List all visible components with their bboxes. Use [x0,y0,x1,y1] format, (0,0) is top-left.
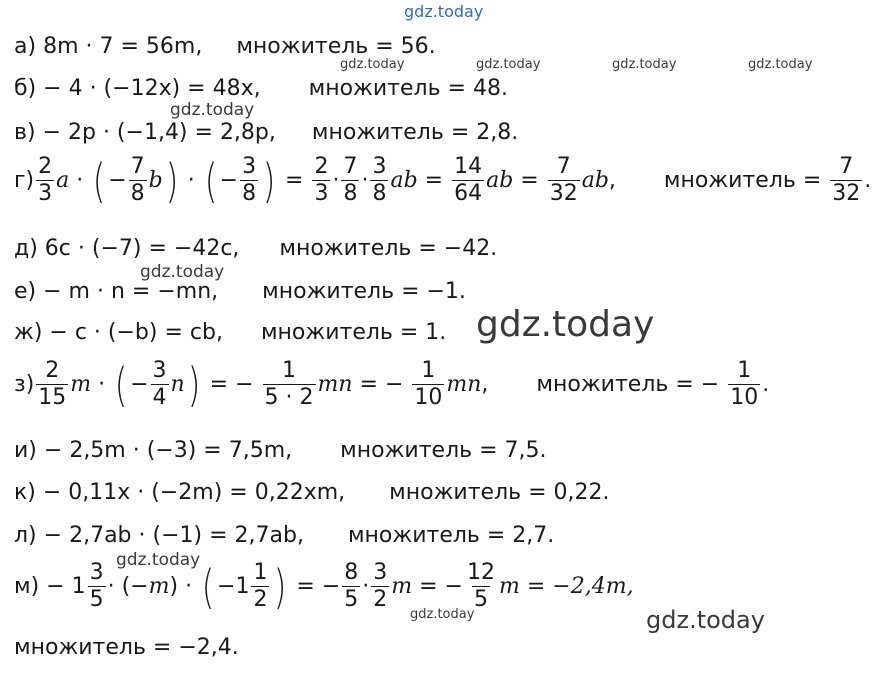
watermark: gdz.today [116,550,201,570]
fraction: $\frac{3}{8}$ [242,154,257,206]
factor-result: множитель = [663,168,822,193]
watermark-large: gdz.today [476,304,655,345]
fraction: $\frac{1}{5 \cdot 2}$ [264,358,314,410]
item-label: к) [14,480,36,505]
line-e [14,277,884,307]
line-z: з) $\frac{2}{15}$ m · ( − $\frac{3}{4}$ n ) = − $\frac{1}{5 \cdot 2}$ mn = − $\frac{1}{10}$ mn , множитель = − $\frac{1}{10}$ . [14,357,770,412]
line-i [14,436,884,466]
item-label: з) [14,372,35,397]
factor-result: множитель = − [536,372,720,397]
item-label: г) [14,168,35,193]
variable: b [148,168,163,193]
fraction: $\frac{7}{8}$ [343,154,358,206]
item-label: и) [14,438,37,463]
item-label: в) [14,120,36,145]
expression: 6c · (−7) = −42c, [44,236,240,261]
factor-result: множитель = 2,8. [311,120,519,145]
fraction: $\frac{2}{15}$ [38,358,67,410]
line-m: м) − 1 $\frac{3}{5}$ · (− m ) · ( − 1 $\frac{1}{2}$ ) = − $\frac{8}{5}$ · $\frac{3}{2}$ m = − $\frac{12}{5}$ m = −2,4m, [14,559,634,614]
variable: a [56,168,70,193]
fraction: $\frac{2}{3}$ [38,154,53,206]
watermark-top: gdz.today [404,2,484,21]
watermark: gdz.today [340,57,405,72]
watermark: gdz.today [646,606,765,634]
expression: − 2p · (−1,4) = 2,8p, [42,120,276,145]
line-a [14,32,884,62]
line-k [14,478,884,508]
factor-result: множитель = −2,4. [14,635,239,660]
item-label: б) [14,76,37,101]
mixed-number: 1 $\frac{3}{5}$ [71,560,104,612]
factor-result: множитель = −1. [262,279,466,304]
watermark: gdz.today [170,100,255,120]
fraction: $\frac{8}{5}$ [344,560,359,612]
expression: 8m · 7 = 56m, [43,34,203,59]
fraction: $\frac{14}{64}$ [454,154,483,206]
item-label: ж) [14,320,43,345]
factor-result: множитель = −42. [279,236,498,261]
watermark: gdz.today [612,57,677,72]
fraction: $\frac{3}{4}$ [152,358,167,410]
expression: − 2,7ab · (−1) = 2,7ab, [43,523,304,548]
factor-result: множитель = 48. [308,76,508,101]
fraction: $\frac{2}{3}$ [314,154,329,206]
fraction: $\frac{7}{32}$ [549,154,578,206]
fraction: $\frac{7}{8}$ [130,154,145,206]
fraction: $\frac{1}{10}$ [414,358,443,410]
factor-result: множитель = 1. [260,320,447,345]
item-label: л) [14,523,37,548]
variable: ab [390,168,418,193]
expression: − m · n = −mn, [43,279,219,304]
line-m-factor [14,633,884,663]
variable: n [170,372,185,397]
factor-result: множитель = 2,7. [347,523,555,548]
factor-result: множитель = 56. [236,34,436,59]
expression: − c · (−b) = cb, [49,320,223,345]
fraction: $\frac{12}{5}$ [467,560,495,612]
watermark: gdz.today [410,607,475,622]
expression: − 0,11x · (−2m) = 0,22xm, [42,480,346,505]
fraction: $\frac{7}{32}$ [832,154,861,206]
mixed-number: 1 $\frac{1}{2}$ [235,560,268,612]
fraction: $\frac{3}{2}$ [373,560,388,612]
item-label: м) [14,574,40,599]
variable: mn [446,372,482,397]
fraction: $\frac{3}{8}$ [372,154,387,206]
expression: − 4 · (−12x) = 48x, [43,76,261,101]
watermark: gdz.today [476,57,541,72]
variable: m [70,372,92,397]
item-label: а) [14,34,37,59]
variable: mn [317,372,353,397]
line-v [14,118,884,148]
watermark: gdz.today [140,262,225,282]
item-label: д) [14,236,38,261]
variable: ab [581,168,609,193]
item-label: е) [14,279,37,304]
variable: ab [486,168,514,193]
line-l [14,521,884,551]
expression: − 2,5m · (−3) = 7,5m, [43,438,293,463]
factor-result: множитель = 7,5. [340,438,547,463]
line-b [14,74,884,104]
line-zh [14,318,884,348]
factor-result: множитель = 0,22. [389,480,610,505]
line-d [14,234,884,264]
fraction: $\frac{1}{10}$ [730,358,759,410]
expression-tail: m = −2,4m, [499,574,634,599]
watermark: gdz.today [748,57,813,72]
line-g: г) $\frac{2}{3}$ a · ( − $\frac{7}{8}$ b ) · ( − $\frac{3}{8}$ ) = $\frac{2}{3}$ · $\frac{7}{8}$ · $\frac{3}{8}$ ab = $\frac{14}{64}$ ab = $\frac{7}{32}$ ab , множитель = $\frac{7}{32}$ . [14,153,872,208]
